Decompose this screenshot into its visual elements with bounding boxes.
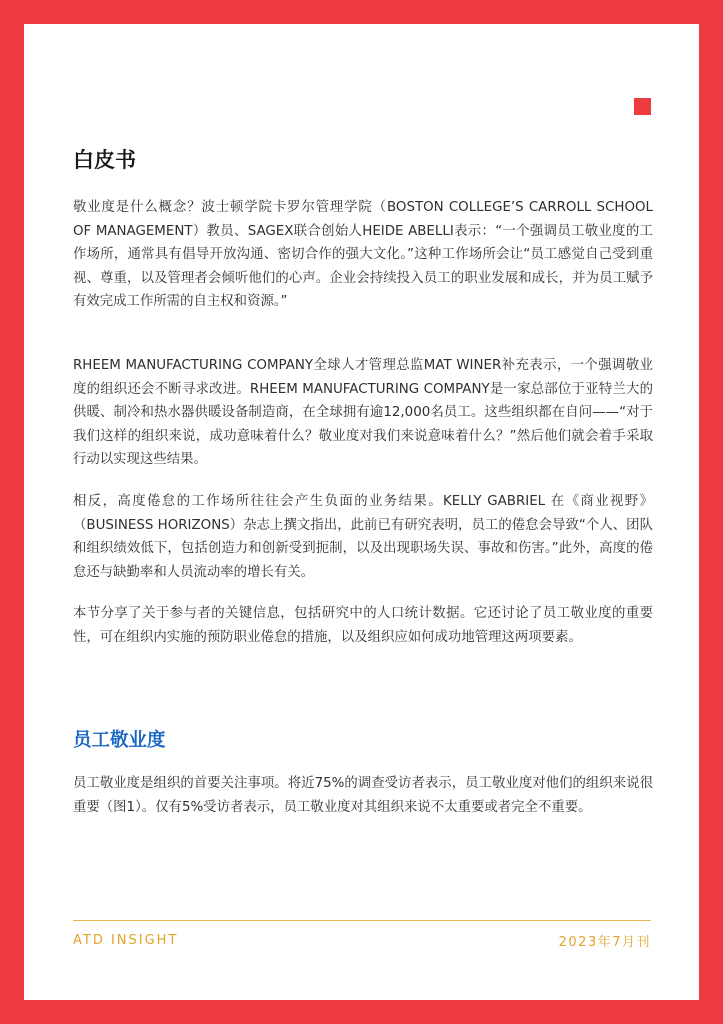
- footer-divider: [73, 920, 651, 921]
- section-paragraph: 员工敬业度是组织的首要关注事项。将近75%的调查受访者表示，员工敬业度对他们的组织来说很重要（图1）。仅有5%受访者表示，员工敬业度对其组织来说不太重要或者完全不重要。: [73, 776, 653, 815]
- paragraph-3: 相反，高度倦怠的工作场所往往会产生负面的业务结果。KELLY GABRIEL 在《商业视野》（BUSINESS HORIZONS）杂志上撰文指出，此前已有研究表明，员工的倦怠会导致“个人、团队和组织绩效低下，包括创造力和创新受到扼制，以及出现职场失误、事故和伤害。”此外，高度的倦怠还与缺勤率和人员流动率的增长有关。: [73, 494, 653, 580]
- corner-accent-square: [634, 98, 651, 115]
- paragraph-4: 本节分享了关于参与者的关键信息，包括研究中的人口统计数据。它还讨论了员工敬业度的重要性，可在组织内实施的预防职业倦怠的措施，以及组织应如何成功地管理这两项要素。: [73, 606, 653, 645]
- paragraph-1: 敬业度是什么概念？波士顿学院卡罗尔管理学院（BOSTON COLLEGE’S CARROLL SCHOOL OF MANAGEMENT）教员、SAGEX联合创始人HEIDE ABELLI表示：“一个强调员工敬业度的工作场所，通常具有倡导开放沟通、密切合作的强大文化。”这种工作场所会让“员工感觉自己受到重视、尊重，以及管理者会倾听他们的心声。企业会持续投入员工的职业发展和成长，并为员工赋予有效完成工作所需的自主权和资源。”: [73, 200, 653, 310]
- paragraph-2: RHEEM MANUFACTURING COMPANY全球人才管理总监MAT WINER补充表示，一个强调敬业度的组织还会不断寻求改进。RHEEM MANUFACTURING COMPANY是一家总部位于亚特兰大的供暖、制冷和热水器供暖设备制造商，在全球拥有逾12,000名员工。这些组织都在自问——“对于我们这样的组织来说，成功意味着什么？敬业度对我们来说意味着什么？”然后他们就会着手采取行动以实现这些结果。: [73, 358, 653, 468]
- footer-publication: ATD INSIGHT: [73, 933, 179, 948]
- page-title: 白皮书: [73, 148, 136, 172]
- section-heading: 员工敬业度: [73, 730, 166, 751]
- document-page: [24, 24, 699, 1000]
- footer-issue-date: 2023年7月刊: [558, 935, 651, 950]
